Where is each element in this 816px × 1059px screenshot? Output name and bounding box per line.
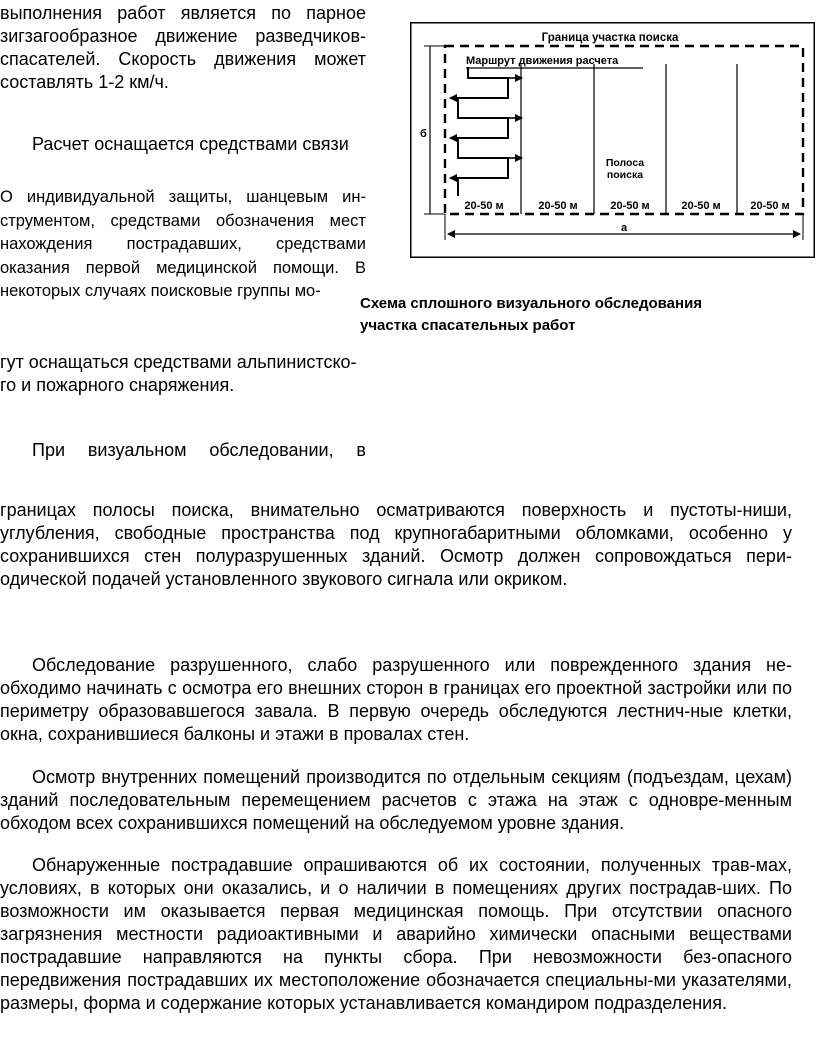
zigzag-route <box>458 67 508 196</box>
dimension-a-label: а <box>620 222 628 234</box>
paragraph-victims: Обнаруженные пострадавшие опрашиваются об их состоянии, полученных трав-мах, условиях, в которых они оказались, и о наличии в помещениях других пострадав-ших. По возможности им оказывается первая медицинская помощь. При отсутствии опасного загрязнения местности радиоактивными и аварийно химически опасными веществами пострадавшие направляются на пункты сбора. При невозможности без-опасного передвижения пострадавших их местоположение обозначается специальны-ми указателями, размеры, форма и содержание которых устанавливается командиром подразделения. <box>0 855 792 1013</box>
caption-line1: Схема сплошного визуального обследования <box>360 295 703 312</box>
paragraph-movement: выполнения работ является по парное зигзагообразное движение разведчиков-спасателей. Скорость движения может составлять 1-2 км/ч. <box>0 3 366 92</box>
paragraph-equipment: О индивидуальной защиты, шанцевым ин-струментом, средствами обозначения мест нахождения пострадавших, средствами оказания первой медицинской помощи. В некоторых случаях поисковые группы мо- <box>0 188 366 300</box>
strip-width-label: 20-50 м <box>464 200 504 212</box>
boundary-label: Граница участка поиска <box>541 32 679 44</box>
paragraph-climbing-gear: гут оснащаться средствами альпинистско-го и пожарного снаряжения. <box>0 352 357 395</box>
route-label: Маршрут движения расчета <box>466 55 619 67</box>
dimension-b-label: б <box>420 128 427 140</box>
strip-width-label: 20-50 м <box>681 200 721 212</box>
figure-caption <box>360 293 780 337</box>
strip-width-label: 20-50 м <box>610 200 650 212</box>
strip-label-line2: поиска <box>606 169 644 181</box>
paragraph-equipment-intro: Расчет оснащается средствами связи <box>32 134 349 154</box>
paragraph-inspection-details: границах полосы поиска, внимательно осматриваются поверхность и пустоты-ниши, углубления, свободные пространства под крупногабаритными обломками, особенно у сохранившихся стен полуразрушенных зданий. Осмотр должен сопровождаться пери-одической подачей установленного звукового сигнала или окриком. <box>0 500 792 589</box>
caption-line2: участка спасательных работ <box>360 317 576 334</box>
strip-width-label: 20-50 м <box>538 200 578 212</box>
paragraph-visual-inspection-start: При визуальном обследовании, в <box>32 440 366 460</box>
strip-label-line1: Полоса <box>605 157 645 169</box>
strip-width-label: 20-50 м <box>750 200 790 212</box>
search-area-boundary <box>445 46 803 214</box>
paragraph-building-survey: Обследование разрушенного, слабо разрушенного или поврежденного здания не-обходимо начинать с осмотра его внешних сторон в границах его проектной застройки или по периметру образовавшегося завала. В первую очередь обследуются лестнич-ные клетки, окна, сохранившиеся балконы и этажи в провалах стен. <box>0 655 792 744</box>
search-area-diagram <box>410 22 815 258</box>
paragraph-interior-inspection: Осмотр внутренних помещений производится по отдельным секциям (подъездам, цехам) зданий последовательным перемещением расчетов с этажа на этаж с одновре-менным обходом всех сохранившихся помещений на обследуемом уровне здания. <box>0 767 792 833</box>
